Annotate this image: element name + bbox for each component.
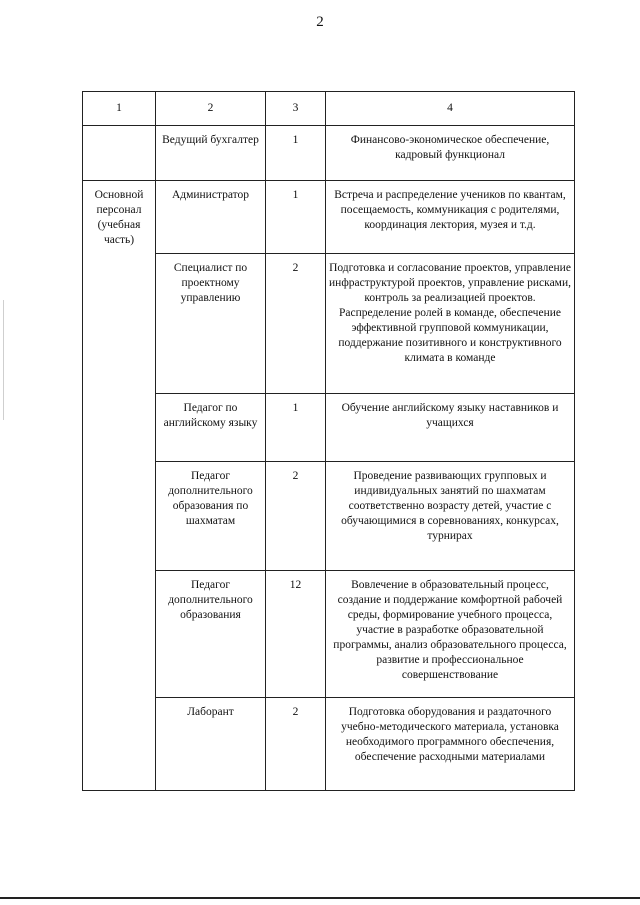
table-row bbox=[83, 181, 575, 254]
header-cell-3: 3 bbox=[266, 92, 326, 126]
position-cell: Педагог по английскому языку bbox=[156, 394, 266, 462]
header-cell-1: 1 bbox=[83, 92, 156, 126]
position-cell: Педагог дополнительного образования по шахматам bbox=[156, 462, 266, 571]
duties-cell: Встреча и распределение учеников по квантам, посещаемость, коммуникация с родителями, координация лектория, музея и т.д. bbox=[326, 181, 575, 254]
duties-cell: Вовлечение в образовательный процесс, создание и поддержание комфортной рабочей среды, формирование учебного процесса, участие в разработке образовательной программы, анализ образовательного процесса, развитие и профессиональное совершенствование bbox=[326, 571, 575, 698]
duties-cell: Подготовка оборудования и раздаточного учебно-методического материала, установка необходимого программного обеспечения, обеспечение расходными материалами bbox=[326, 698, 575, 791]
count-cell: 2 bbox=[266, 254, 326, 394]
count-cell: 2 bbox=[266, 698, 326, 791]
page-number: 2 bbox=[316, 14, 324, 30]
group-cell-empty bbox=[83, 126, 156, 181]
table-row bbox=[83, 698, 575, 791]
position-cell: Ведущий бухгалтер bbox=[156, 126, 266, 181]
duties-cell: Подготовка и согласование проектов, управление инфраструктурой проектов, управление рисками, контроль за реализацией проектов. Распределение ролей в команде, обеспечение эффективной групповой коммуникации, поддержание позитивного и конструктивного климата в команде bbox=[326, 254, 575, 394]
count-cell: 1 bbox=[266, 181, 326, 254]
table-row bbox=[83, 254, 575, 394]
duties-cell: Обучение английскому языку наставников и учащихся bbox=[326, 394, 575, 462]
position-cell: Специалист по проектному управлению bbox=[156, 254, 266, 394]
duties-cell: Финансово-экономическое обеспечение, кадровый функционал bbox=[326, 126, 575, 181]
duties-cell: Проведение развивающих групповых и индивидуальных занятий по шахматам соответственно возрасту детей, участие с обучающимися в соревнованиях, конкурсах, турнирах bbox=[326, 462, 575, 571]
position-cell: Администратор bbox=[156, 181, 266, 254]
position-cell: Лаборант bbox=[156, 698, 266, 791]
group-label-cell: Основной персонал (учебная часть) bbox=[83, 181, 156, 791]
table-row bbox=[83, 571, 575, 698]
position-cell: Педагог дополнительного образования bbox=[156, 571, 266, 698]
count-cell: 1 bbox=[266, 126, 326, 181]
count-cell: 1 bbox=[266, 394, 326, 462]
table-row bbox=[83, 462, 575, 571]
table-header-row bbox=[83, 92, 575, 126]
table-row bbox=[83, 126, 575, 181]
header-cell-2: 2 bbox=[156, 92, 266, 126]
scan-edge-mark bbox=[3, 300, 4, 420]
count-cell: 12 bbox=[266, 571, 326, 698]
header-cell-4: 4 bbox=[326, 92, 575, 126]
table-row bbox=[83, 394, 575, 462]
staff-table bbox=[82, 91, 575, 791]
count-cell: 2 bbox=[266, 462, 326, 571]
page-bottom-line bbox=[0, 897, 640, 899]
